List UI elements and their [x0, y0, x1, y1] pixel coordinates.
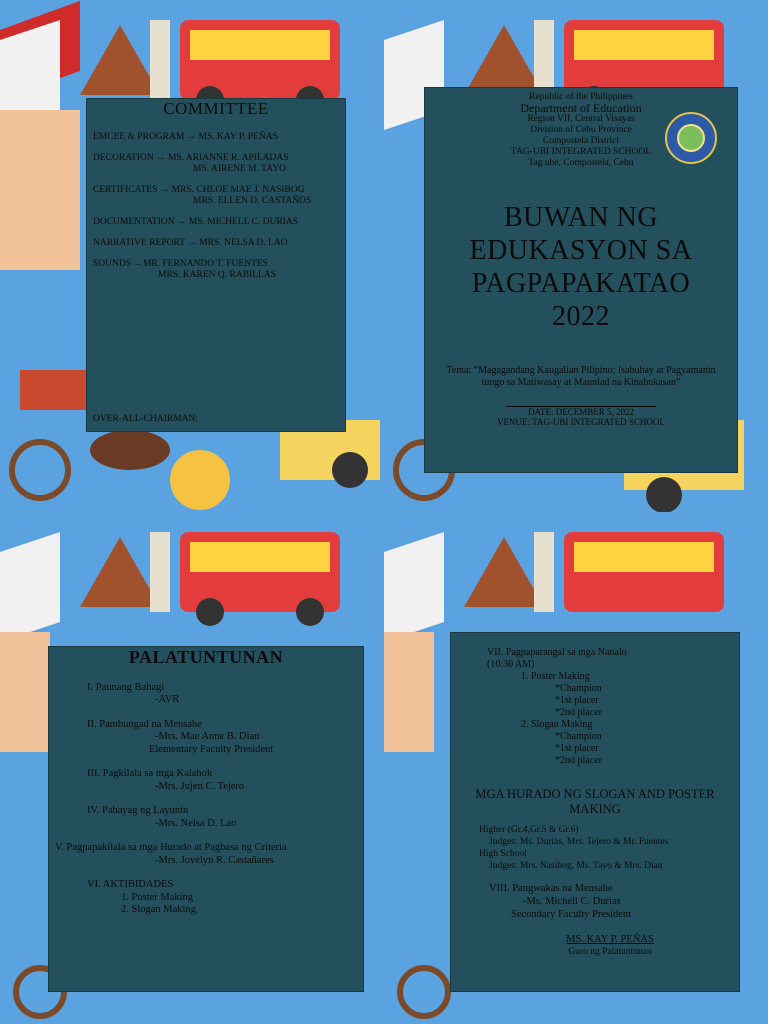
overall-chairman-label: OVER-ALL-CHAIRMAN:: [93, 414, 199, 424]
division-seal-icon: [665, 112, 717, 164]
award-item: *Champion: [555, 731, 602, 742]
event-venue: VENUE: TAG-UBI INTEGRATED SCHOOL: [497, 417, 665, 427]
header-line: Republic of the Philippines: [529, 92, 633, 102]
judges-title: MGA HURADO NG SLOGAN AND POSTER MAKING: [475, 787, 715, 816]
committee-row-subline: MRS. KAREN Q. RABILLAS: [158, 270, 276, 280]
program-part-speaker: -Mrs. Nelsa D. Lao: [155, 817, 237, 829]
award-item: *2nd placer: [555, 707, 602, 718]
judges-names: Judges: Ms. Durias, Mrs. Tejero & Mr. Fuentes: [489, 837, 669, 847]
program-part: [49, 805, 363, 830]
awards-time: (10:30 AM): [487, 659, 535, 670]
signatory-name: MS. KAY P. PEÑAS: [566, 934, 654, 945]
event-date: DATE: DECEMBER 5, 2022: [506, 406, 656, 417]
header-line: TAG-UBI INTEGRATED SCHOOL: [510, 147, 652, 157]
committee-row: [93, 185, 339, 207]
program-part-role: Elementary Faculty President: [149, 743, 274, 755]
committee-row-line: DECORATION → MS. ARIANNE R. APILADAS: [93, 153, 289, 163]
judges-names: Judges: Mrs. Nasibog, Ms. Tayo & Mrs. Dian: [489, 861, 663, 871]
committee-row-line: SOUNDS →MR. FERNANDO T. FUENTES: [93, 259, 268, 269]
program-part-speaker: -Mrs. Mae Anne B. Dian: [155, 731, 260, 742]
program-part: [49, 842, 363, 867]
award-category: 2. Slogan Making: [521, 719, 593, 730]
program-part-label: II. Pambungad na Mensahe: [87, 718, 202, 730]
award-item: *1st placer: [555, 743, 599, 754]
award-item: *2nd placer: [555, 755, 602, 766]
title-line: BUWAN NG: [503, 202, 659, 233]
committee-row: [93, 259, 339, 281]
program-part-label: III. Pagkilala sa mga Kalahok: [87, 768, 213, 779]
closing-speaker: -Ms. Michell C. Durias: [523, 896, 621, 907]
program-part-speaker: -Mrs. Jovelyn R. Castañares: [155, 854, 274, 866]
program-part: [49, 768, 363, 793]
program-part: [49, 682, 363, 707]
program-part-label: IV. Pahayag ng Layunin: [87, 805, 189, 816]
event-date-venue: [425, 406, 737, 427]
committee-row: [93, 238, 339, 249]
closing-role: Secondary Faculty President: [511, 909, 632, 920]
committee-title: COMMITTEE: [163, 99, 269, 118]
title-line: EDUKASYON SA: [469, 235, 693, 266]
committee-row-line: CERTIFICATES → MRS. CHLOE MAE J. NASIBOG: [93, 185, 305, 195]
committee-row: [93, 153, 339, 175]
committee-row-line: DOCUMENTATION → MS. MICHELL C. DURIAS: [93, 217, 298, 227]
committee-row-subline: MS. AIRENE M. TAYO: [193, 164, 286, 174]
judges-list: [451, 824, 739, 872]
program-part: [49, 719, 363, 757]
activity-item: 1. Poster Making: [121, 891, 194, 903]
committee-row: [93, 217, 339, 228]
awards-panel: [450, 632, 740, 992]
program-part-label: V. Pagpapakilala sa mga Hurado at Pagbasa ng Criteria: [55, 842, 287, 853]
committee-panel: [86, 98, 346, 432]
award-category: 1. Poster Making: [521, 671, 590, 682]
committee-row-subline: MRS. ELLEN D. CASTAÑOS: [193, 196, 312, 206]
award-item: *1st placer: [555, 695, 599, 706]
header-line: Tag ube, Compostela, Cebu: [528, 158, 634, 168]
event-theme: Tema: “Magagandang Kaugalian Pilipino: Isabuhay at Pagyamanin tungo sa Matiwasay at Maunlad na Kinabukasan”: [446, 365, 716, 388]
title-line: PAGPAPAKATAO: [471, 268, 691, 299]
closing-label: VIII. Pangwakas na Mensahe: [489, 883, 613, 894]
header-line: Department of Education: [520, 101, 642, 115]
activity-item: 2. Slogan Making: [121, 904, 196, 915]
committee-row: [93, 132, 339, 143]
committee-row-line: EMCEE & PROGRAM → MS. KAY P. PEÑAS: [93, 132, 278, 142]
closing-message: [451, 882, 739, 921]
committee-row-line: NARRATIVE REPORT → MRS. NELSA D. LAO: [93, 238, 288, 248]
awards-heading: VII. Pagpaparangal sa mga Nanalo: [487, 647, 627, 658]
judges-group: Higher (Gr.4,Gr.5 & Gr.6): [479, 825, 579, 835]
header-line: Compostela District: [542, 136, 620, 146]
signature-block: [451, 933, 739, 959]
program-part-label: VI. AKTIBIDADES: [87, 879, 174, 890]
header-line: Division of Cebu Province: [530, 125, 632, 135]
judges-group: High School: [479, 849, 527, 859]
cover-panel: [424, 87, 738, 473]
program-part-label: I. Paunang Bahagi: [87, 681, 165, 693]
program-part-speaker: -Mrs. Jujen C. Tejero: [155, 780, 245, 792]
program-part: [49, 879, 363, 917]
title-line: 2022: [552, 301, 610, 332]
program-panel: [48, 646, 364, 992]
signatory-role: Guro ng Palatuntunan: [568, 947, 652, 957]
program-title: PALATUNTUNAN: [128, 647, 284, 667]
header-line: Region VII, Central Visayas: [527, 114, 635, 124]
event-title: [425, 201, 737, 333]
award-item: *Champion: [555, 683, 602, 694]
program-part-speaker: -AVR: [155, 694, 180, 705]
